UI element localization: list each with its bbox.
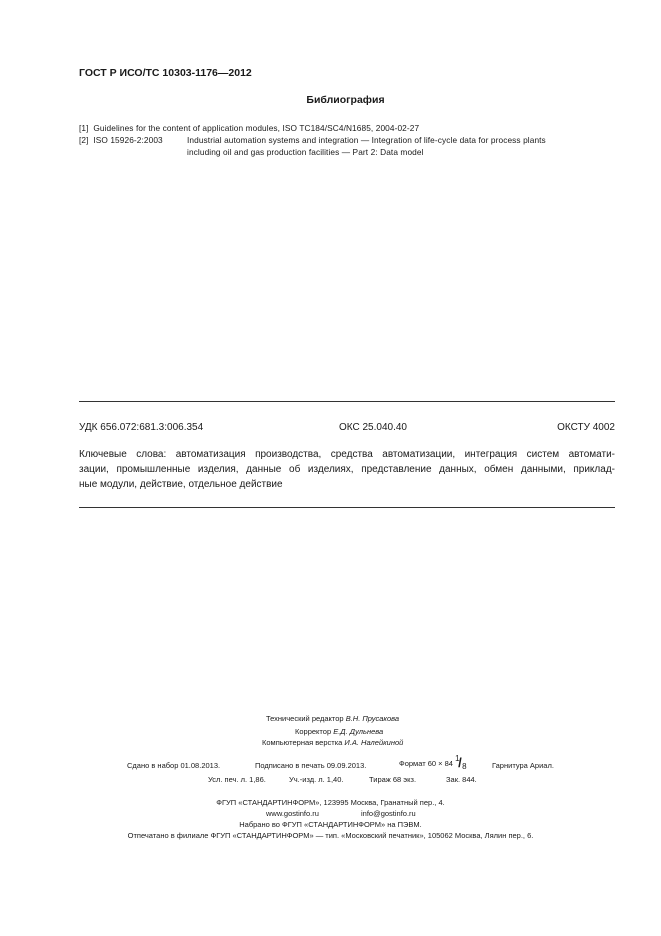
oks-code: ОКС 25.040.40 xyxy=(339,422,407,433)
printer-note: Отпечатано в филиале ФГУП «СТАНДАРТИНФОРМ» — тип. «Московский печатник», 105062 Москва, Лялин пер., 6. xyxy=(127,831,534,840)
print-sheets: Усл. печ. л. 1,86. xyxy=(208,775,266,784)
publisher-address: ФГУП «СТАНДАРТИНФОРМ», 123995 Москва, Гранатный пер., 4. xyxy=(216,798,445,807)
corrector-name: Е.Д. Дульнева xyxy=(333,727,384,736)
reference-number: [2] xyxy=(79,135,89,145)
signed-date: Подписано в печать 09.09.2013. xyxy=(255,761,367,770)
divider-top xyxy=(79,401,615,402)
reference-number: [1] xyxy=(79,123,89,133)
document-header: ГОСТ Р ИСО/ТС 10303-1176—2012 xyxy=(79,67,252,79)
edit-sheets: Уч.-изд. л. 1,40. xyxy=(289,775,344,784)
bibliography-title: Библиография xyxy=(306,94,385,106)
publisher-website: www.gostinfo.ru xyxy=(266,809,319,818)
tech-editor-label: Технический редактор xyxy=(266,714,344,723)
fraction-slash: / xyxy=(458,755,462,770)
order-number: Зак. 844. xyxy=(446,775,477,784)
layout-name: И.А. Налейкиной xyxy=(344,738,404,747)
corrector-line xyxy=(295,727,383,736)
keywords-line-1: Ключевые слова: автоматизация производства, средства автоматизации, интеграция систем автомати- xyxy=(79,449,615,460)
tech-editor-name: В.Н. Прусакова xyxy=(345,714,400,723)
circulation: Тираж 68 экз. xyxy=(369,775,417,784)
udk-code: УДК 656.072:681.3:006.354 xyxy=(79,422,204,433)
reference-1 xyxy=(79,123,419,133)
okstu-code: ОКСТУ 4002 xyxy=(557,422,615,433)
submitted-date: Сдано в набор 01.08.2013. xyxy=(127,761,221,770)
reference-2-label xyxy=(79,135,163,145)
layout-line xyxy=(262,738,403,747)
typeface-info: Гарнитура Ариал. xyxy=(492,761,554,770)
typeset-note: Набрано во ФГУП «СТАНДАРТИНФОРМ» на ПЭВМ. xyxy=(239,820,422,829)
keywords-line-3: ные модули, действие, отдельное действие xyxy=(79,479,283,490)
publisher-email: info@gostinfo.ru xyxy=(361,809,416,818)
divider-bottom xyxy=(79,507,615,508)
reference-2-line-1: Industrial automation systems and integration — Integration of life-cycle data for process plants xyxy=(187,135,546,145)
corrector-label: Корректор xyxy=(295,727,332,736)
keywords-line-2: зации, промышленные изделия, данные об изделиях, представление данных, обмен данными, приклад- xyxy=(79,464,615,475)
tech-editor-line xyxy=(266,714,399,723)
reference-text: Guidelines for the content of application modules, ISO TC184/SC4/N1685, 2004-02-27 xyxy=(93,123,420,133)
keywords-block xyxy=(79,447,615,492)
format-label: Формат 60 × 84 xyxy=(399,758,453,768)
layout-label: Компьютерная верстка xyxy=(262,738,343,747)
format-fraction xyxy=(455,754,469,771)
reference-2-line-2: including oil and gas production facilities — Part 2: Data model xyxy=(187,147,424,157)
reference-code: ISO 15926-2:2003 xyxy=(93,135,163,145)
format-info xyxy=(399,754,469,771)
format-numerator: 1 xyxy=(455,754,460,763)
format-denominator: 8 xyxy=(462,762,467,771)
